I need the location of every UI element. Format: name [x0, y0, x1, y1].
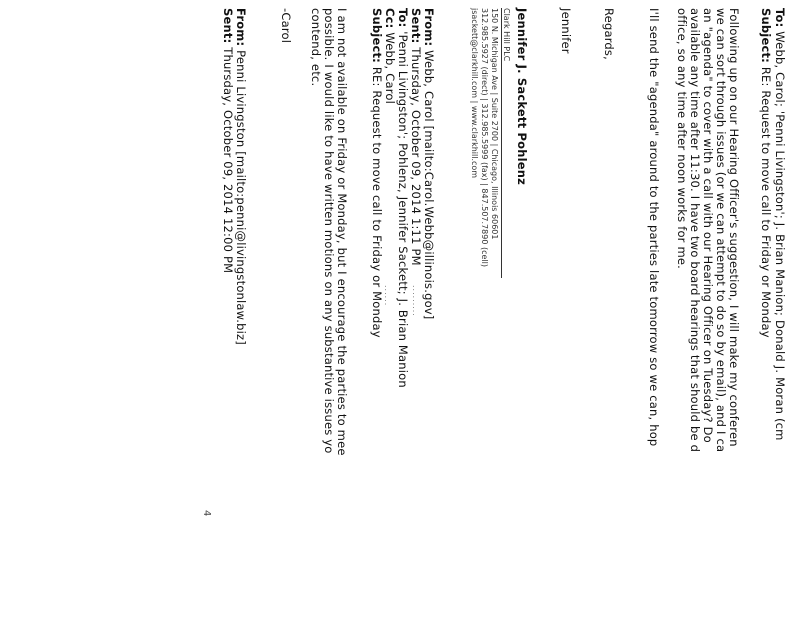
quoted2-from-value[interactable]: Penni Livingston [mailto:penni@livingstonlaw.biz] [234, 50, 248, 345]
quoted-from-label: From: [422, 8, 436, 47]
quoted-body-line: possible. I would like to have written motions on any substantive issues yo [322, 8, 336, 454]
subject-value: RE: Request to move call to Friday or Monday [759, 66, 773, 338]
signature-email-web: jsackett@clarkhill.com | www.clarkhill.com [470, 8, 479, 179]
quoted-to-value: 'Penni Livingston'; Pohlenz, Jennifer Sackett; J. Brian Manion [396, 31, 410, 388]
signature-address: 150 N. Michigan Ave | Suite 2700 | Chicago, Illinois 60601 [490, 8, 499, 240]
body-line: Following up on our Hearing Officer's suggestion, I will make my conferen [727, 8, 741, 447]
divider-dots: ...... [383, 285, 392, 307]
subject-line [760, 8, 772, 338]
signature-divider [501, 8, 502, 278]
quoted-sent-value: Thursday, October 09, 2014 1:11 PM [409, 47, 423, 266]
subject-label: Subject: [759, 8, 773, 63]
divider-dots: ......... [411, 285, 420, 317]
to-value: Webb, Carol; 'Penni Livingston'; J. Brian Manion; Donald J. Moran (cm [773, 31, 787, 441]
quoted-subject-line [371, 8, 383, 338]
quoted-to-line [397, 8, 409, 388]
to-label: To: [773, 8, 787, 28]
quoted-subject-label: Subject: [370, 8, 384, 63]
body-line: office, so any time after noon works for me. [675, 8, 689, 269]
closing-text: Regards, [602, 8, 616, 60]
signature-name: Jennifer J. Sackett Pohlenz [515, 8, 529, 186]
quoted2-from-line [235, 8, 247, 345]
quoted2-sent-label: Sent: [221, 8, 235, 44]
quoted2-from-label: From: [234, 8, 248, 47]
quoted-cc-line [384, 8, 396, 104]
body-line: we can sort through issues (or we can attempt to do so by email), and I ca [714, 8, 728, 453]
quoted-cc-value: Webb, Carol [383, 32, 397, 104]
quoted-signoff: -Carol [279, 8, 293, 44]
body-line: available any time after 11:30. I have two board hearings that should be d [688, 8, 702, 453]
page-number: 4 [201, 510, 212, 517]
quoted-from-value[interactable]: Webb, Carol [mailto:Carol.Webb@illinois.gov] [422, 50, 436, 320]
quoted-sent-label: Sent: [409, 8, 423, 44]
body-paragraph-2: I'll send the "agenda" around to the parties late tomorrow so we can, hop [647, 8, 661, 447]
quoted-subject-value: RE: Request to move call to Friday or Monday [370, 66, 384, 338]
body-line: an "agenda" to cover with a call with our Hearing Officer on Tuesday? Do [701, 8, 715, 443]
quoted-to-label: To: [396, 8, 410, 28]
quoted-body-line: I am not available on Friday or Monday, but I encourage the parties to mee [335, 8, 349, 456]
quoted-body-line: contend, etc. [309, 8, 323, 87]
to-line [774, 8, 786, 441]
quoted-cc-label: Cc: [383, 8, 397, 29]
signature-phone: 312.985.5927 (direct) | 312.985.5999 (fax) | 847.507.7890 (cell) [480, 8, 489, 267]
quoted2-sent-value: Thursday, October 09, 2014 12:00 PM [221, 47, 235, 274]
quoted-sent-line [410, 8, 422, 266]
sender-first-name: Jennifer [559, 8, 573, 54]
quoted2-sent-line [222, 8, 234, 273]
quoted-from-line [423, 8, 435, 320]
signature-firm: Clark Hill PLC [502, 8, 511, 62]
